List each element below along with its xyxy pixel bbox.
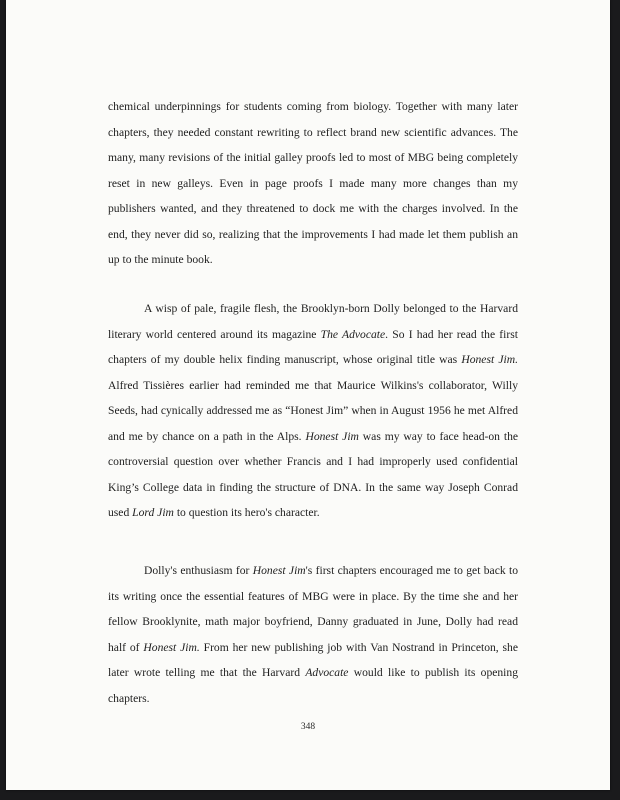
italic-title: The Advocate: [320, 327, 386, 341]
italic-title: Advocate: [305, 666, 349, 679]
text-segment: to question its hero's character.: [173, 506, 320, 519]
text-segment: A wisp of pale, fragile flesh, the Brooklyn-born Dolly belonged to the Harvard literary world centered around its magazine: [108, 302, 518, 341]
paragraph-text: [108, 94, 518, 273]
paragraph-text: [108, 558, 518, 711]
text-segment: Alfred Tissières earlier had reminded me that Maurice Wilkins's collaborator, Willy Seeds, had cynically addressed me as “Honest Jim” when in August 1956 he met Alfred and me by chance on a path in the Alps.: [108, 378, 518, 443]
paragraph-text: [108, 296, 518, 526]
text-segment: . So I had her read the first chapters of my double helix finding manuscript, whose original title was: [108, 327, 518, 366]
paragraph-3: [108, 558, 518, 711]
page-number: 348: [300, 722, 316, 732]
text-segment: was my way to face head-on the controversial question over whether Francis and I had improperly used confidential King’s College data in finding the structure of DNA. In the same way Joseph Conrad used: [108, 429, 519, 519]
document-page: [6, 0, 610, 790]
paragraph-2: [108, 296, 518, 526]
italic-title: Lord Jim: [132, 506, 174, 519]
text-segment: Dolly's enthusiasm for: [144, 564, 253, 577]
paragraph-1: [108, 94, 518, 273]
italic-title: Honest Jim: [252, 564, 306, 577]
text-segment: would like to publish its opening chapters.: [108, 666, 518, 705]
text-segment: 's first chapters encouraged me to get back to its writing once the essential features of MBG were in place. By the time she and her fellow Brooklynite, math major boyfriend, Danny graduated in June, Dolly had read half of: [108, 564, 519, 654]
text-segment: chemical underpinnings for students coming from biology. Together with many later chapters, they needed constant rewriting to reflect brand new scientific advances. The many, many revisions of the initial galley proofs led to most of MBG being completely reset in new galleys. Even in page proofs I made many more changes than my publishers wanted, and they threatened to dock me with the charges involved. In the end, they never did so, realizing that the improvements I had made let them publish an up to the minute book.: [108, 100, 518, 266]
italic-title: Honest Jim.: [461, 353, 518, 366]
text-segment: From her new publishing job with Van Nostrand in Princeton, she later wrote telling me that the Harvard: [108, 640, 518, 679]
italic-title: Honest Jim: [305, 429, 359, 443]
italic-title: Honest Jim.: [143, 640, 200, 654]
